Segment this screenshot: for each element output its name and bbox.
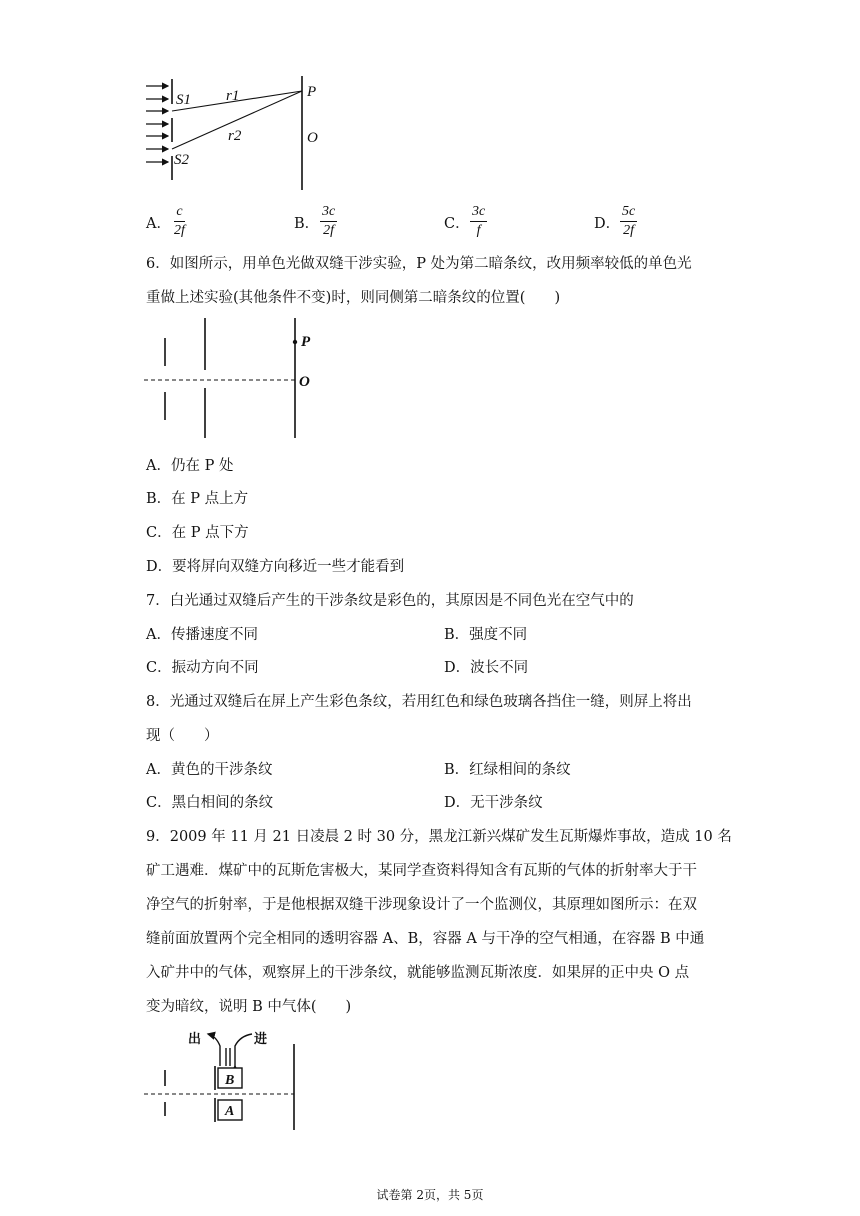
q9-stem-line-3: 净空气的折射率，于是他根据双缝干涉现象设计了一个监测仪，其原理如图所示：在双 — [146, 897, 697, 913]
q9-stem-line-4: 缝前面放置两个完全相同的透明容器 A、B，容器 A 与干净的空气相通，在容器 B 中通 — [146, 931, 705, 947]
q5-option-d-numerator: 5c — [620, 204, 637, 222]
out-label: 出 — [188, 1032, 202, 1047]
container-a-label: A — [225, 1104, 235, 1119]
o-label: O — [307, 130, 318, 146]
q6-option-d: D．要将屏向双缝方向移近一些才能看到 — [146, 559, 405, 575]
q6-option-a: A．仍在 P 处 — [146, 458, 234, 474]
q6-stem-line-1: 6．如图所示，用单色光做双缝干涉实验，P 处为第二暗条纹，改用频率较低的单色光 — [146, 256, 692, 272]
q8-option-b: B．红绿相间的条纹 — [444, 762, 571, 778]
figure-q6-double-slit — [140, 314, 330, 442]
q5-option-d-letter: D． — [594, 216, 621, 232]
figure-q5-double-slit — [140, 74, 340, 192]
q5-option-d-fraction — [620, 204, 637, 239]
q5-option-c-numerator: 3c — [470, 204, 487, 222]
q7-option-d: D．波长不同 — [444, 660, 529, 676]
p-label: P — [301, 334, 311, 350]
q8-option-a: A．黄色的干涉条纹 — [146, 762, 273, 778]
q7-option-b: B．强度不同 — [444, 627, 528, 643]
r1-label: r1 — [226, 88, 240, 104]
in-label: 进 — [254, 1032, 268, 1047]
q5-option-b-numerator: 3c — [320, 204, 337, 222]
q5-option-b-denominator: 2f — [323, 223, 335, 238]
o-label: O — [299, 374, 310, 390]
container-b-label: B — [225, 1073, 235, 1088]
s2-label: S2 — [174, 152, 189, 168]
q8-stem-line-2: 现（ ） — [146, 728, 219, 744]
q5-option-a-letter: A． — [146, 216, 171, 232]
page-footer: 试卷第 2页，共 5页 — [376, 1188, 484, 1202]
q5-option-b-fraction — [320, 204, 337, 239]
q7-option-c: C．振动方向不同 — [146, 660, 259, 676]
r2-label: r2 — [228, 128, 242, 144]
q7-stem-line-1: 7．白光通过双缝后产生的干涉条纹是彩色的，其原因是不同色光在空气中的 — [146, 593, 634, 609]
q6-stem-line-2: 重做上述实验(其他条件不变)时，则同侧第二暗条纹的位置( ) — [146, 290, 561, 306]
q5-option-a-denominator: 2f — [174, 223, 185, 238]
q5-option-b-letter: B． — [294, 216, 320, 232]
q7-option-a: A．传播速度不同 — [146, 627, 258, 643]
q5-option-c-denominator: f — [476, 223, 481, 238]
p-label: P — [307, 84, 317, 100]
q5-option-a-fraction — [172, 204, 187, 239]
q8-option-d: D．无干涉条纹 — [444, 795, 543, 811]
q8-option-c: C．黑白相间的条纹 — [146, 795, 274, 811]
figure-q9-gas-monitor — [140, 1024, 310, 1136]
q8-stem-line-1: 8．光通过双缝后在屏上产生彩色条纹，若用红色和绿色玻璃各挡住一缝，则屏上将出 — [146, 694, 692, 710]
q5-option-d-denominator: 2f — [623, 223, 635, 238]
q9-stem-line-6: 变为暗纹，说明 B 中气体( ) — [146, 999, 352, 1015]
q9-stem-line-2: 矿工遇难．煤矿中的瓦斯危害极大，某同学查资料得知含有瓦斯的气体的折射率大于干 — [146, 863, 697, 879]
q6-option-c: C．在 P 点下方 — [146, 525, 249, 541]
q5-option-a-numerator: c — [174, 204, 184, 222]
q5-option-c-letter: C． — [444, 216, 470, 232]
s1-label: S1 — [176, 92, 191, 108]
q6-option-b: B．在 P 点上方 — [146, 491, 249, 507]
q9-stem-line-5: 入矿井中的气体，观察屏上的干涉条纹，就能够监测瓦斯浓度．如果屏的正中央 O 点 — [146, 965, 690, 981]
q5-option-c-fraction — [470, 204, 487, 239]
q9-stem-line-1: 9．2009 年 11 月 21 日凌晨 2 时 30 分，黑龙江新兴煤矿发生瓦斯爆炸事故，造成 10 名 — [146, 829, 732, 845]
